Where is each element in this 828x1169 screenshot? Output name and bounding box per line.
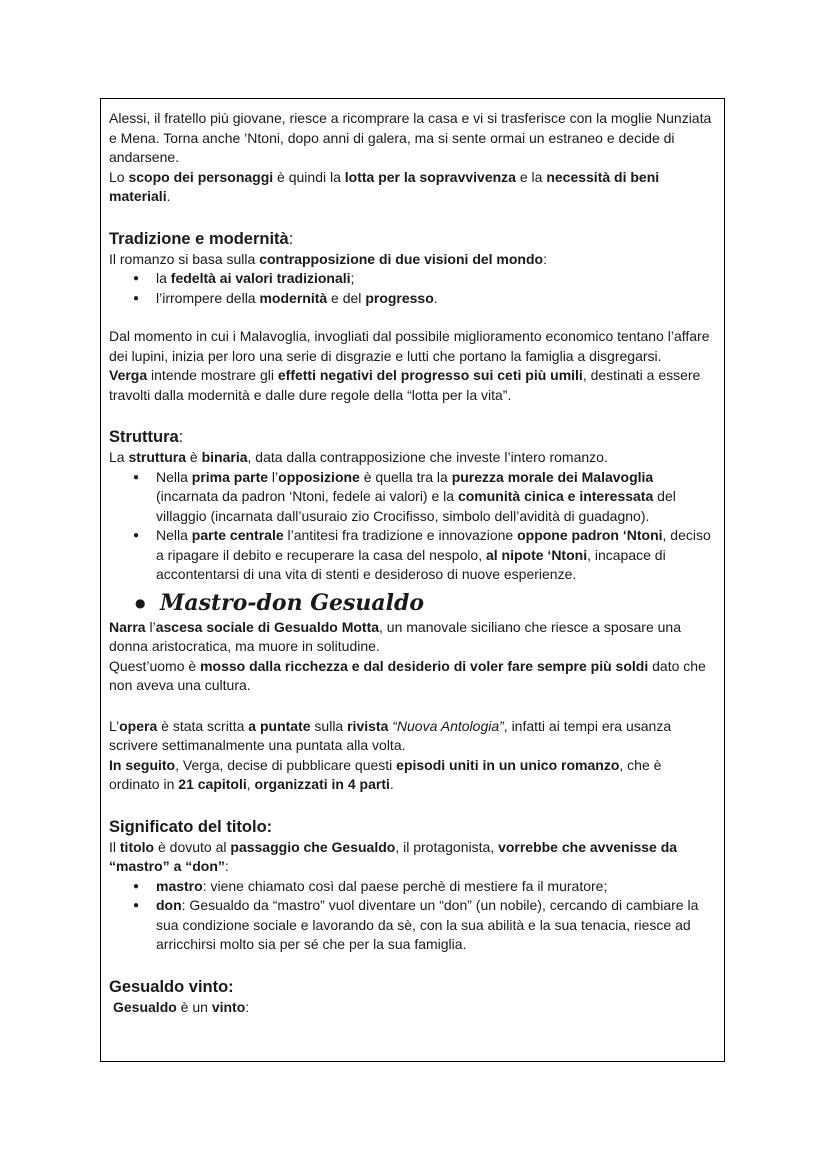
struttura-heading: Struttura: [109, 428, 184, 446]
list-item: ● Nella parte centrale l’antitesi fra tradizione e innovazione oppone padron ‘Ntoni, deciso a ripagare il debito e recuperare la casa del nespolo, al nipote ‘Ntoni, incapace di accontentarsi di una vita di stenti e desideroso di nuove esperienze. [156, 526, 713, 585]
scopo-paragraph: Lo scopo dei personaggi è quindi la lotta per la sopravvivenza e la necessità di beni materiali. [109, 168, 660, 204]
document-content [109, 109, 713, 1017]
mastro-para-1: Narra l’ascesa sociale di Gesualdo Motta, un manovale siciliano che riesce a sposare una donna aristocratica, ma muore in solitudine. [109, 618, 681, 654]
tradizione-list [109, 269, 713, 308]
verga-paragraph: Verga intende mostrare gli effetti negativi del progresso sui ceti più umili, destinati a essere travolti dalla modernità e dalle dure regole della “lotta per la vita”. [109, 367, 701, 403]
list-item: ● l’irrompere della modernità e del progresso. [156, 289, 713, 309]
list-item: ● mastro: viene chiamato così dal paese perchè di mestiere fa il muratore; [156, 877, 713, 897]
intro-paragraph: Alessi, il fratello più giovane, riesce a ricomprare la casa e vi si trasferisce con la moglie Nunziata e Mena. Torna anche ’Ntoni, dopo anni di galera, ma si sente ormai un estraneo e decide di andarsene. [109, 110, 712, 165]
struttura-list [109, 468, 713, 585]
significato-intro: Il titolo è dovuto al passaggio che Gesualdo, il protagonista, vorrebbe che avvenisse da “mastro” a “don”: [109, 838, 678, 874]
struttura-intro: La struttura è binaria, data dalla contrapposizione che investe l’intero romanzo. [109, 449, 608, 465]
mastro-para-3: L’opera è stata scritta a puntate sulla rivista “Nuova Antologia”, infatti ai tempi era usanza scrivere settimanalmente una puntata alla volta. [109, 717, 672, 753]
gesualdo-vinto-line: Gesualdo è un vinto: [113, 998, 250, 1015]
list-item: ● Nella prima parte l’opposizione è quella tra la purezza morale dei Malavoglia (incarnata da padron ‘Ntoni, fedele ai valori) e la comunità cinica e interessata del villaggio (incarnata dall’usuraio zio Crocifisso, simbolo dell’avidità di guadagno). [156, 468, 713, 527]
mastro-para-2: Quest’uomo è mosso dalla ricchezza e dal desiderio di voler fare sempre più soldi dato che non aveva una cultura. [109, 657, 706, 693]
malavoglia-paragraph: Dal momento in cui i Malavoglia, invogliati dal possibile miglioramento economico tentano l’affare dei lupini, inizia per loro una serie di disgrazie e lutti che portano la famiglia a disgregarsi. [109, 328, 710, 364]
list-item: ● la fedeltà ai valori tradizionali; [156, 269, 713, 289]
mastro-don-gesualdo-heading: ● Mastro-don Gesualdo [135, 589, 425, 616]
significato-list [109, 877, 713, 955]
list-item: ● don: Gesualdo da “mastro” vuol diventare un “don” (un nobile), cercando di cambiare la sua condizione sociale e lavorando da sè, con la sua abilità e la sua tenacia, riesce ad arricchirsi molto sia per sé che per la sua famiglia. [156, 896, 713, 955]
bullet-icon: ● [135, 595, 146, 610]
tradizione-intro: Il romanzo si basa sulla contrapposizione di due visioni del mondo: [109, 250, 547, 267]
gesualdo-vinto-heading: Gesualdo vinto: [109, 977, 234, 996]
page-frame [100, 98, 725, 1062]
mastro-para-4: In seguito, Verga, decise di pubblicare questi episodi uniti in un unico romanzo, che è ordinato in 21 capitoli, organizzati in 4 parti. [109, 756, 662, 792]
tradizione-heading: Tradizione e modernità: [109, 229, 294, 248]
significato-heading: Significato del titolo: [109, 817, 273, 836]
